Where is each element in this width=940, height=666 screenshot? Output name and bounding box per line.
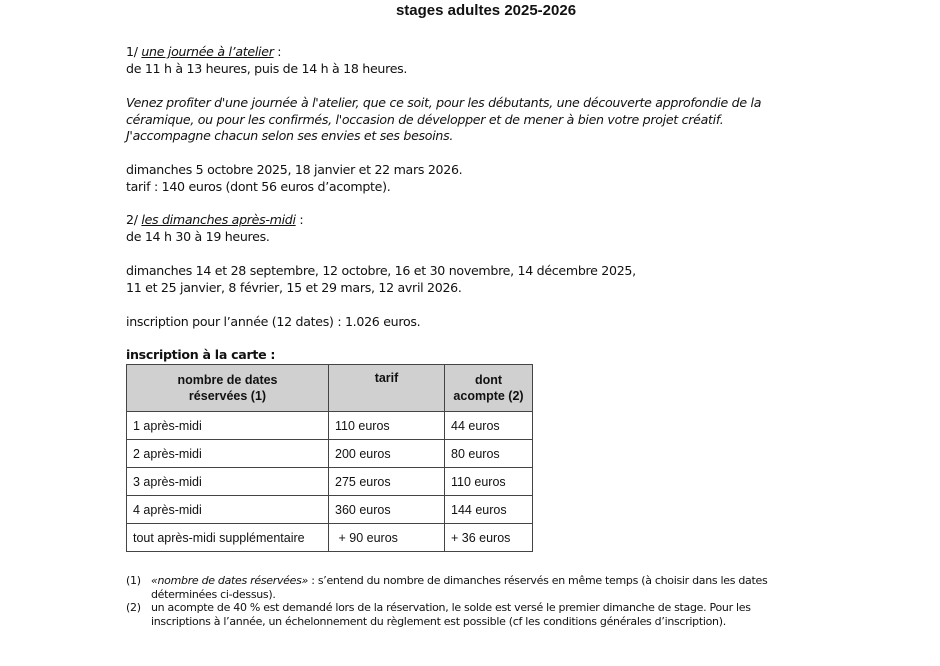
footnote-number: (2)	[126, 601, 141, 614]
cell-tarif: 200 euros	[329, 440, 445, 468]
footnote	[126, 601, 767, 628]
cell-tarif: 360 euros	[329, 496, 445, 524]
cell-acompte: 44 euros	[445, 412, 533, 440]
section-2-dates-line: 11 et 25 janvier, 8 février, 15 et 29 mars, 12 avril 2026.	[126, 280, 462, 295]
section-1-dates: dimanches 5 octobre 2025, 18 janvier et 22 mars 2026.	[126, 162, 463, 177]
footnote-term: «nombre de dates réservées»	[151, 574, 309, 587]
table-row	[127, 496, 533, 524]
pricing-table	[126, 364, 533, 552]
footnotes	[126, 574, 767, 628]
cell-dates: 4 après-midi	[127, 496, 329, 524]
section-1-hours: de 11 h à 13 heures, puis de 14 h à 18 heures.	[126, 61, 408, 76]
footnote-text: déterminées ci-dessus).	[151, 587, 276, 601]
table-row	[127, 440, 533, 468]
annual-registration: inscription pour l’année (12 dates) : 1.026 euros.	[126, 314, 421, 329]
cell-acompte: 80 euros	[445, 440, 533, 468]
section-1-heading	[126, 43, 281, 60]
cell-dates: tout après-midi supplémentaire	[127, 524, 329, 552]
section-2-dates-line: dimanches 14 et 28 septembre, 12 octobre, 16 et 30 novembre, 14 décembre 2025,	[126, 263, 636, 278]
section-1-description-line: J'accompagne chacun selon ses envies et ses besoins.	[126, 128, 454, 143]
cell-acompte: + 36 euros	[445, 524, 533, 552]
footnote-text: un acompte de 40 % est demandé lors de la réservation, le solde est versé le premier dimanche de stage. Pour les	[151, 601, 751, 614]
section-2-hours: de 14 h 30 à 19 heures.	[126, 229, 270, 244]
page-title: stages adultes 2025-2026	[395, 2, 577, 19]
section-2-number: 2/	[126, 212, 138, 227]
footnote-text: : s’entend du nombre de dimanches réservés en même temps (à choisir dans les dates	[308, 574, 768, 587]
table-row	[127, 524, 533, 552]
section-1-description-line: Venez profiter d'une journée à l'atelier, que ce soit, pour les débutants, une découverte approfondie de la	[126, 95, 762, 110]
section-2-heading	[126, 211, 303, 228]
footnote-text: inscriptions à l’année, un échelonnement du règlement est possible (cf les conditions générales d’inscription).	[151, 614, 726, 628]
cell-tarif: + 90 euros	[329, 524, 445, 552]
section-2-colon: :	[295, 212, 304, 227]
table-row	[127, 412, 533, 440]
table-row	[127, 468, 533, 496]
cell-dates: 1 après-midi	[127, 412, 329, 440]
section-1-description-line: céramique, ou pour les confirmés, l'occasion de développer et de mener à bien votre projet créatif.	[126, 112, 724, 127]
section-1-colon: :	[273, 44, 282, 59]
header-acompte: dont acompte (2)	[445, 365, 533, 412]
footnote-number: (1)	[126, 574, 141, 587]
footnote	[126, 574, 767, 601]
carte-heading: inscription à la carte :	[126, 347, 276, 362]
section-2-title: les dimanches après-midi	[141, 212, 296, 227]
header-dates: nombre de dates réservées (1)	[127, 365, 329, 412]
section-1-number: 1/	[126, 44, 138, 59]
cell-tarif: 275 euros	[329, 468, 445, 496]
cell-acompte: 144 euros	[445, 496, 533, 524]
cell-acompte: 110 euros	[445, 468, 533, 496]
table-header-row	[127, 365, 533, 412]
cell-dates: 2 après-midi	[127, 440, 329, 468]
section-1-title: une journée à l’atelier	[141, 44, 274, 59]
cell-tarif: 110 euros	[329, 412, 445, 440]
section-1-price: tarif : 140 euros (dont 56 euros d’acompte).	[126, 179, 391, 194]
header-tarif: tarif	[329, 365, 445, 412]
cell-dates: 3 après-midi	[127, 468, 329, 496]
